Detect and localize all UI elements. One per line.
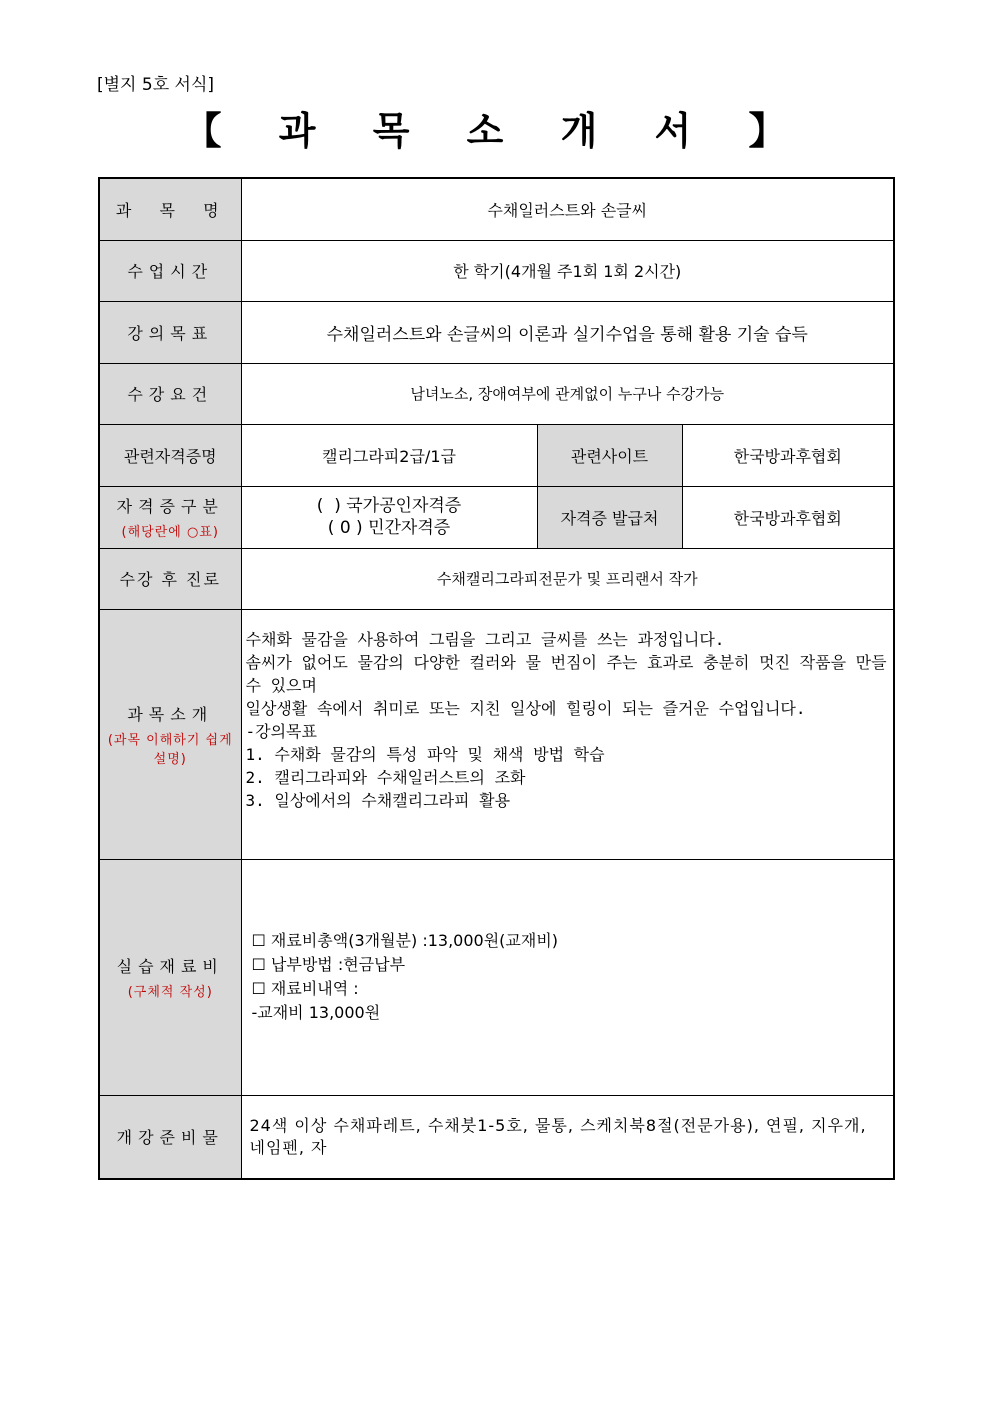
cert-option-national: ( ) 국가공인자격증	[316, 496, 462, 516]
row-materials	[99, 859, 894, 1095]
materials-line: ☐ 재료비내역 :	[251, 979, 359, 998]
cert-name-label: 관련자격증명	[99, 424, 241, 486]
intro-line: -강의목표	[245, 721, 317, 741]
prep-value: 24색 이상 수채파레트, 수채붓1-5호, 물통, 스케치북8절(전문가용), 연필, 지우개, 네임펜, 자	[241, 1095, 894, 1179]
materials-hint: (구체적 작성)	[127, 985, 213, 1000]
requirements-label: 수강요건	[99, 363, 241, 424]
row-cert-type	[99, 486, 894, 548]
form-number-label: [별지 5호 서식]	[97, 75, 214, 95]
intro-line: 3. 일상에서의 수채캘리그라피 활용	[245, 790, 511, 810]
cert-name-value: 캘리그라피2급/1급	[241, 424, 537, 486]
row-class-time	[99, 240, 894, 301]
intro-label-cell	[99, 609, 241, 859]
subject-name-value: 수채일러스트와 손글씨	[241, 178, 894, 240]
cert-type-options	[241, 486, 537, 548]
course-info-table	[98, 177, 895, 1180]
row-requirements	[99, 363, 894, 424]
lecture-goal-label: 강의목표	[99, 301, 241, 363]
materials-label-cell	[99, 859, 241, 1095]
intro-line: 수채화 물감을 사용하여 그림을 그리고 글씨를 쓰는 과정입니다.	[245, 629, 725, 649]
career-value: 수채캘리그라피전문가 및 프리랜서 작가	[241, 548, 894, 609]
class-time-label: 수업시간	[99, 240, 241, 301]
document-title: 【 과 목 소 개 서 】	[183, 109, 809, 153]
cert-issuer-value: 한국방과후협회	[682, 486, 894, 548]
row-subject-name	[99, 178, 894, 240]
row-career	[99, 548, 894, 609]
related-site-value: 한국방과후협회	[682, 424, 894, 486]
requirements-value: 남녀노소, 장애여부에 관계없이 누구나 수강가능	[241, 363, 894, 424]
intro-hint: (과목 이해하기 쉽게 설명)	[107, 732, 233, 767]
row-lecture-goal	[99, 301, 894, 363]
class-time-value: 한 학기(4개월 주1회 1회 2시간)	[241, 240, 894, 301]
cert-option-private: ( 0 ) 민간자격증	[327, 518, 451, 538]
intro-line: 1. 수채화 물감의 특성 파악 및 채색 방법 학습	[245, 744, 605, 764]
subject-name-label: 과 목 명	[99, 178, 241, 240]
materials-text	[241, 859, 894, 1095]
materials-line: ☐ 재료비총액(3개월분) :13,000원(교재비)	[251, 931, 559, 950]
materials-line: ☐ 납부방법 :현금납부	[251, 955, 406, 974]
cert-type-hint: (해당란에 ○표)	[121, 525, 219, 540]
prep-label: 개강준비물	[99, 1095, 241, 1179]
cert-type-label: 자격증구분	[116, 497, 224, 516]
intro-label: 과목소개	[127, 704, 214, 724]
materials-line: -교재비 13,000원	[251, 1003, 381, 1022]
intro-line: 2. 캘리그라피와 수채일러스트의 조화	[245, 767, 526, 787]
intro-line: 일상생활 속에서 취미로 또는 지친 일상에 힐링이 되는 즐거운 수업입니다.	[245, 698, 806, 718]
cert-type-label-cell	[99, 486, 241, 548]
intro-line: 솜씨가 없어도 물감의 다양한 컬러와 물 번짐이 주는 효과로 충분히 멋진 작품을 만들 수 있으며	[245, 652, 897, 695]
career-label: 수강 후 진로	[99, 548, 241, 609]
row-intro	[99, 609, 894, 859]
row-cert-name	[99, 424, 894, 486]
cert-issuer-label: 자격증 발급처	[537, 486, 682, 548]
related-site-label: 관련사이트	[537, 424, 682, 486]
row-prep	[99, 1095, 894, 1179]
lecture-goal-value: 수채일러스트와 손글씨의 이론과 실기수업을 통해 활용 기술 습득	[241, 301, 894, 363]
intro-text	[241, 609, 897, 859]
materials-label: 실습재료비	[116, 957, 224, 976]
